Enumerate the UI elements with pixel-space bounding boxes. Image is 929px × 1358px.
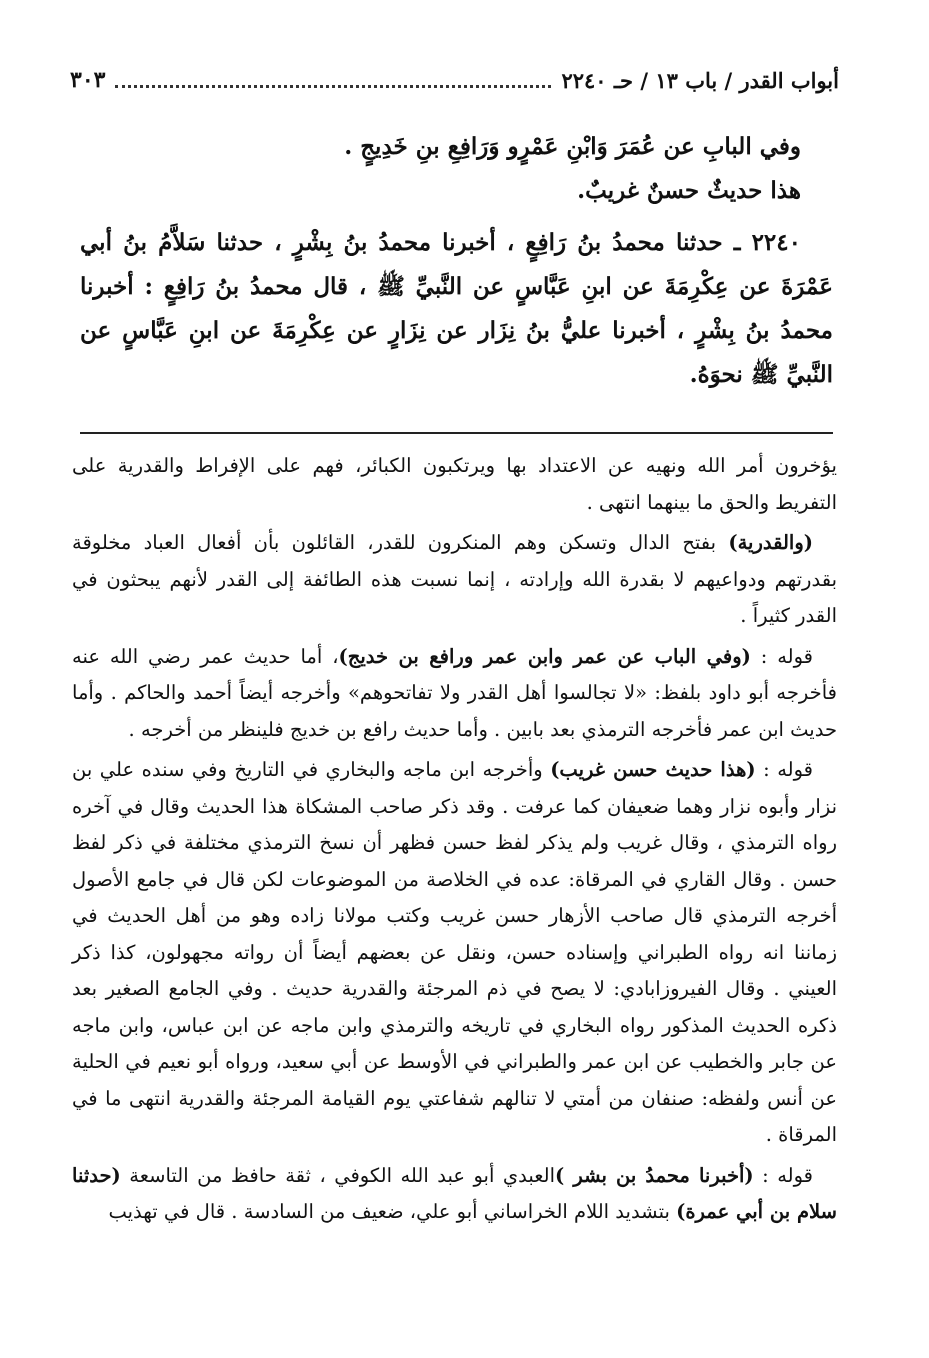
page-number: ٣٠٣ bbox=[70, 67, 106, 93]
commentary-heading: (والقدرية) bbox=[728, 531, 813, 554]
commentary-paragraph-2 bbox=[72, 525, 837, 635]
commentary-lead: قوله : bbox=[750, 644, 814, 668]
footnote-separator bbox=[80, 432, 833, 434]
page-header bbox=[70, 62, 839, 98]
commentary-paragraph-4 bbox=[72, 752, 837, 1154]
hadith-section bbox=[80, 125, 833, 397]
commentary-text: وأخرجه ابن ماجه والبخاري في التاريخ وفي سنده علي بن نزار وأبوه نزار وهما ضعيفان كما عرفت . وقد ذكر صاحب المشكاة هذا الحديث وقال في آخره رواه الترمذي ، وقال غريب ولم يذكر لفظ حسن فظهر أن نسخ الترمذي مختلفة في ذكر لفظ حسن . وقال القاري في المرقاة: عده في الخلاصة من الموضوعات لكن قال في جامع الأصول أخرجه الترمذي قال صاحب الأزهار حسن غريب وكتب مولانا زاده وهو من أهل الحديث في زماننا انه رواه الطبراني وإسناده حسن، ونقل عن بعضهم أيضاً أن رواته مجهولون، كذا ذكر العيني . وقال الفيروزابادي: لا يصح في ذم المرجئة والقدرية حديث . وفي الجامع الصغير بعد ذكره الحديث المذكور رواه البخاري في تاريخه والترمذي وابن ماجه عن ابن عباس، وابن ماجه عن جابر والخطيب عن ابن عمر والطبراني في الأوسط عن أبي سعيد، ورواه أبو نعيم في الحلية عن أنس ولفظه: صنفان من أمتي لا تنالهم شفاعتي يوم القيامة المرجئة والقدرية انتهى ما في المرقاة . bbox=[72, 758, 837, 1146]
hadith-bab-line: وفي البابِ عن عُمَرَ وَابْنِ عَمْرٍو وَرَافِعِ بنِ خَدِيجٍ . bbox=[344, 133, 801, 160]
hadith-body: ـ حدثنا محمدُ بنُ رَافِعٍ ، أخبرنا محمدُ بنُ بِشْرٍ ، حدثنا سَلاَّمُ بنُ أبي عَمْرَةَ عن عِكْرِمَةَ عن ابنِ عَبَّاسٍ عن النَّبيِّ ﷺ ، قال محمدُ بنُ رَافِعٍ : أخبرنا محمدُ بنُ بِشْرٍ ، أخبرنا عليُّ بنُ نِزَار عن نِزَارٍ عن عِكْرِمَةَ عن ابنِ عَبَّاسٍ عن النَّبيِّ ﷺ نحوَهُ. bbox=[80, 229, 833, 388]
commentary-section bbox=[72, 448, 837, 1235]
commentary-lead: قوله : bbox=[755, 758, 813, 781]
commentary-text: بفتح الدال وتسكن وهم المنكرون للقدر، القائلون بأن أفعال العباد مخلوقة بقدرتهم ودواعيهم لا بقدرة الله وإرادته ، إنما نسبت هذه الطائفة إلى القدر لأنهم يبحثون في القدر كثيراً . bbox=[72, 531, 837, 627]
hadith-text bbox=[80, 221, 833, 397]
commentary-text: ، أما حديث عمر رضي الله عنه فأخرجه أبو داود بلفظ: «لا تجالسوا أهل القدر ولا تفاتحوهم» وأخرجه أيضاً أحمد والحاكم . وأما حديث ابن عمر فأخرجه الترمذي بعد بابين . وأما حديث رافع بن خديج فلينظر من أخرجه . bbox=[72, 644, 837, 741]
hadith-grade-line: هذا حديثٌ حسنٌ غريبٌ. bbox=[577, 177, 801, 204]
hadith-number: ٢٢٤٠ bbox=[751, 229, 801, 256]
commentary-heading: (أخبرنا محمدُ بن بشر ) bbox=[555, 1163, 754, 1187]
commentary-paragraph-5 bbox=[72, 1158, 837, 1231]
commentary-paragraph-1 bbox=[72, 448, 837, 521]
commentary-paragraph-3 bbox=[72, 639, 837, 749]
running-title: أبواب القدر / باب ١٣ / حـ ٢٢٤٠ bbox=[561, 67, 839, 93]
commentary-lead: قوله : bbox=[753, 1163, 813, 1187]
leader-dots bbox=[115, 73, 551, 88]
commentary-text: بتشديد اللام الخراساني أبو علي، ضعيف من السادسة . قال في تهذيب bbox=[108, 1200, 677, 1223]
commentary-heading: (وفي الباب عن عمر وابن عمر ورافع بن خديج) bbox=[338, 644, 751, 668]
commentary-text: يؤخرون أمر الله ونهيه عن الاعتداد بها ويرتكبون الكبائر، فهم على الإفراط والقدرية على التفريط والحق ما بينهما انتهى . bbox=[72, 454, 837, 514]
commentary-text: العبدي أبو عبد الله الكوفي ، ثقة حافظ من التاسعة bbox=[120, 1163, 556, 1187]
commentary-heading: (هذا حديث حسن غريب) bbox=[550, 758, 756, 781]
commentary-heading: (حدثنا سلام بن أبي عمرة) bbox=[72, 1163, 837, 1223]
